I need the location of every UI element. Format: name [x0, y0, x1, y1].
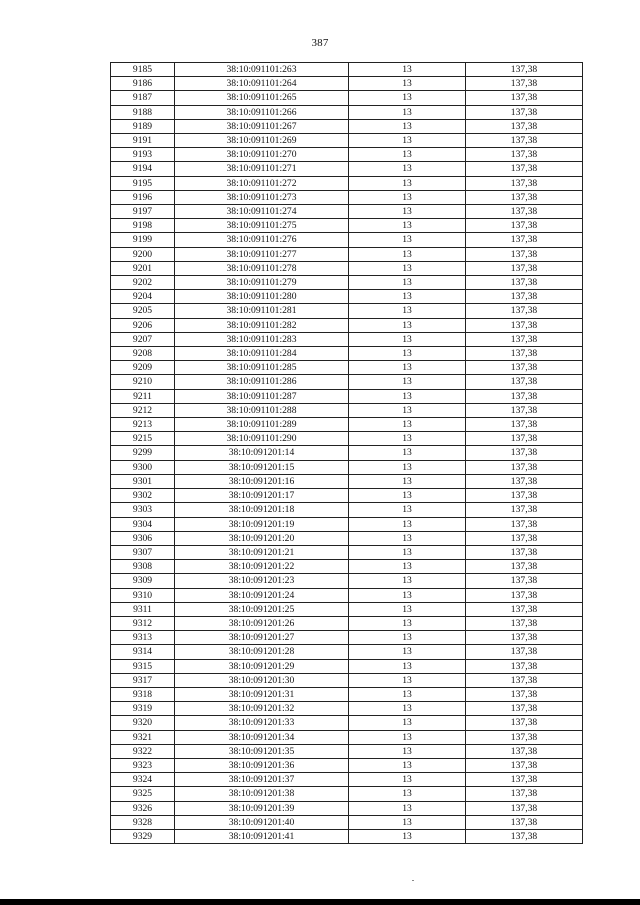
cadastral-number-cell: 38:10:091101:281: [175, 304, 349, 318]
table-row: [111, 134, 583, 148]
table-row: [111, 162, 583, 176]
cadastral-table: [110, 62, 583, 844]
cadastral-number-cell: 38:10:091201:21: [175, 545, 349, 559]
cadastral-number-cell: 38:10:091101:269: [175, 134, 349, 148]
quantity-cell: 13: [349, 247, 466, 261]
quantity-cell: 13: [349, 233, 466, 247]
value-cell: 137,38: [466, 801, 583, 815]
quantity-cell: 13: [349, 176, 466, 190]
cadastral-number-cell: 38:10:091201:36: [175, 758, 349, 772]
cadastral-number-cell: 38:10:091201:19: [175, 517, 349, 531]
value-cell: 137,38: [466, 787, 583, 801]
value-cell: 137,38: [466, 602, 583, 616]
table-row: [111, 702, 583, 716]
value-cell: 137,38: [466, 560, 583, 574]
value-cell: 137,38: [466, 517, 583, 531]
row-number-cell: 9215: [111, 432, 175, 446]
table-row: [111, 687, 583, 701]
value-cell: 137,38: [466, 261, 583, 275]
row-number-cell: 9185: [111, 63, 175, 77]
value-cell: 137,38: [466, 446, 583, 460]
table-row: [111, 304, 583, 318]
table-row: [111, 290, 583, 304]
cadastral-number-cell: 38:10:091201:34: [175, 730, 349, 744]
cadastral-number-cell: 38:10:091101:265: [175, 91, 349, 105]
quantity-cell: 13: [349, 744, 466, 758]
row-number-cell: 9301: [111, 474, 175, 488]
quantity-cell: 13: [349, 560, 466, 574]
row-number-cell: 9306: [111, 531, 175, 545]
row-number-cell: 9202: [111, 276, 175, 290]
cadastral-number-cell: 38:10:091101:290: [175, 432, 349, 446]
cadastral-number-cell: 38:10:091201:40: [175, 815, 349, 829]
row-number-cell: 9312: [111, 616, 175, 630]
quantity-cell: 13: [349, 829, 466, 843]
row-number-cell: 9187: [111, 91, 175, 105]
quantity-cell: 13: [349, 517, 466, 531]
row-number-cell: 9211: [111, 389, 175, 403]
table-row: [111, 801, 583, 815]
value-cell: 137,38: [466, 347, 583, 361]
quantity-cell: 13: [349, 361, 466, 375]
cadastral-number-cell: 38:10:091201:14: [175, 446, 349, 460]
cadastral-number-cell: 38:10:091101:275: [175, 219, 349, 233]
table-row: [111, 432, 583, 446]
table-row: [111, 148, 583, 162]
table-row: [111, 659, 583, 673]
table-row: [111, 205, 583, 219]
quantity-cell: 13: [349, 489, 466, 503]
row-number-cell: 9302: [111, 489, 175, 503]
table-row: [111, 773, 583, 787]
row-number-cell: 9193: [111, 148, 175, 162]
cadastral-number-cell: 38:10:091101:283: [175, 332, 349, 346]
value-cell: 137,38: [466, 148, 583, 162]
value-cell: 137,38: [466, 474, 583, 488]
row-number-cell: 9210: [111, 375, 175, 389]
cadastral-number-cell: 38:10:091101:273: [175, 190, 349, 204]
table-row: [111, 588, 583, 602]
table-row: [111, 602, 583, 616]
quantity-cell: 13: [349, 77, 466, 91]
value-cell: 137,38: [466, 489, 583, 503]
value-cell: 137,38: [466, 616, 583, 630]
row-number-cell: 9314: [111, 645, 175, 659]
cadastral-number-cell: 38:10:091101:278: [175, 261, 349, 275]
table-row: [111, 460, 583, 474]
quantity-cell: 13: [349, 63, 466, 77]
value-cell: 137,38: [466, 744, 583, 758]
cadastral-number-cell: 38:10:091101:271: [175, 162, 349, 176]
cadastral-number-cell: 38:10:091201:29: [175, 659, 349, 673]
table-row: [111, 91, 583, 105]
table-row: [111, 105, 583, 119]
value-cell: 137,38: [466, 105, 583, 119]
table-row: [111, 190, 583, 204]
table-row: [111, 787, 583, 801]
table-row: [111, 474, 583, 488]
row-number-cell: 9209: [111, 361, 175, 375]
row-number-cell: 9212: [111, 403, 175, 417]
cadastral-number-cell: 38:10:091101:280: [175, 290, 349, 304]
quantity-cell: 13: [349, 687, 466, 701]
value-cell: 137,38: [466, 588, 583, 602]
table-row: [111, 815, 583, 829]
quantity-cell: 13: [349, 261, 466, 275]
table-row: [111, 531, 583, 545]
row-number-cell: 9318: [111, 687, 175, 701]
quantity-cell: 13: [349, 702, 466, 716]
row-number-cell: 9189: [111, 119, 175, 133]
table-row: [111, 63, 583, 77]
cadastral-number-cell: 38:10:091201:24: [175, 588, 349, 602]
table-row: [111, 673, 583, 687]
cadastral-number-cell: 38:10:091101:276: [175, 233, 349, 247]
quantity-cell: 13: [349, 801, 466, 815]
value-cell: 137,38: [466, 829, 583, 843]
quantity-cell: 13: [349, 148, 466, 162]
row-number-cell: 9308: [111, 560, 175, 574]
quantity-cell: 13: [349, 545, 466, 559]
quantity-cell: 13: [349, 773, 466, 787]
value-cell: 137,38: [466, 63, 583, 77]
value-cell: 137,38: [466, 815, 583, 829]
row-number-cell: 9206: [111, 318, 175, 332]
value-cell: 137,38: [466, 432, 583, 446]
quantity-cell: 13: [349, 659, 466, 673]
quantity-cell: 13: [349, 758, 466, 772]
table-row: [111, 489, 583, 503]
row-number-cell: 9310: [111, 588, 175, 602]
quantity-cell: 13: [349, 276, 466, 290]
quantity-cell: 13: [349, 134, 466, 148]
value-cell: 137,38: [466, 91, 583, 105]
row-number-cell: 9195: [111, 176, 175, 190]
table-row: [111, 560, 583, 574]
quantity-cell: 13: [349, 318, 466, 332]
cadastral-number-cell: 38:10:091101:289: [175, 418, 349, 432]
row-number-cell: 9307: [111, 545, 175, 559]
value-cell: 137,38: [466, 545, 583, 559]
row-number-cell: 9326: [111, 801, 175, 815]
value-cell: 137,38: [466, 318, 583, 332]
cadastral-number-cell: 38:10:091201:25: [175, 602, 349, 616]
value-cell: 137,38: [466, 219, 583, 233]
cadastral-number-cell: 38:10:091201:27: [175, 631, 349, 645]
row-number-cell: 9204: [111, 290, 175, 304]
table-row: [111, 375, 583, 389]
cadastral-number-cell: 38:10:091201:15: [175, 460, 349, 474]
value-cell: 137,38: [466, 77, 583, 91]
table-row: [111, 119, 583, 133]
table-row: [111, 318, 583, 332]
cadastral-number-cell: 38:10:091201:39: [175, 801, 349, 815]
row-number-cell: 9208: [111, 347, 175, 361]
value-cell: 137,38: [466, 503, 583, 517]
quantity-cell: 13: [349, 645, 466, 659]
table-row: [111, 233, 583, 247]
cadastral-number-cell: 38:10:091201:37: [175, 773, 349, 787]
row-number-cell: 9309: [111, 574, 175, 588]
table-row: [111, 219, 583, 233]
cadastral-number-cell: 38:10:091101:270: [175, 148, 349, 162]
row-number-cell: 9311: [111, 602, 175, 616]
table-row: [111, 247, 583, 261]
quantity-cell: 13: [349, 787, 466, 801]
value-cell: 137,38: [466, 190, 583, 204]
row-number-cell: 9300: [111, 460, 175, 474]
row-number-cell: 9313: [111, 631, 175, 645]
table-row: [111, 347, 583, 361]
row-number-cell: 9299: [111, 446, 175, 460]
row-number-cell: 9191: [111, 134, 175, 148]
value-cell: 137,38: [466, 716, 583, 730]
value-cell: 137,38: [466, 162, 583, 176]
cadastral-number-cell: 38:10:091201:26: [175, 616, 349, 630]
cadastral-number-cell: 38:10:091101:285: [175, 361, 349, 375]
table-row: [111, 176, 583, 190]
table-row: [111, 517, 583, 531]
quantity-cell: 13: [349, 716, 466, 730]
quantity-cell: 13: [349, 446, 466, 460]
table-row: [111, 389, 583, 403]
quantity-cell: 13: [349, 815, 466, 829]
row-number-cell: 9322: [111, 744, 175, 758]
row-number-cell: 9197: [111, 205, 175, 219]
row-number-cell: 9198: [111, 219, 175, 233]
row-number-cell: 9207: [111, 332, 175, 346]
scan-bottom-edge: [0, 899, 640, 905]
table-row: [111, 616, 583, 630]
quantity-cell: 13: [349, 162, 466, 176]
row-number-cell: 9324: [111, 773, 175, 787]
value-cell: 137,38: [466, 290, 583, 304]
cadastral-number-cell: 38:10:091101:277: [175, 247, 349, 261]
value-cell: 137,38: [466, 758, 583, 772]
cadastral-number-cell: 38:10:091201:23: [175, 574, 349, 588]
cadastral-number-cell: 38:10:091101:279: [175, 276, 349, 290]
row-number-cell: 9199: [111, 233, 175, 247]
table-row: [111, 332, 583, 346]
cadastral-number-cell: 38:10:091201:30: [175, 673, 349, 687]
value-cell: 137,38: [466, 332, 583, 346]
cadastral-number-cell: 38:10:091101:274: [175, 205, 349, 219]
row-number-cell: 9304: [111, 517, 175, 531]
quantity-cell: 13: [349, 290, 466, 304]
quantity-cell: 13: [349, 119, 466, 133]
table-body: [111, 63, 583, 844]
quantity-cell: 13: [349, 332, 466, 346]
value-cell: 137,38: [466, 205, 583, 219]
cadastral-number-cell: 38:10:091101:264: [175, 77, 349, 91]
quantity-cell: 13: [349, 375, 466, 389]
quantity-cell: 13: [349, 219, 466, 233]
quantity-cell: 13: [349, 730, 466, 744]
row-number-cell: 9188: [111, 105, 175, 119]
value-cell: 137,38: [466, 361, 583, 375]
quantity-cell: 13: [349, 474, 466, 488]
cadastral-number-cell: 38:10:091101:286: [175, 375, 349, 389]
row-number-cell: 9319: [111, 702, 175, 716]
cadastral-number-cell: 38:10:091201:18: [175, 503, 349, 517]
row-number-cell: 9201: [111, 261, 175, 275]
table-row: [111, 361, 583, 375]
table-row: [111, 403, 583, 417]
row-number-cell: 9205: [111, 304, 175, 318]
quantity-cell: 13: [349, 673, 466, 687]
cadastral-number-cell: 38:10:091101:267: [175, 119, 349, 133]
value-cell: 137,38: [466, 418, 583, 432]
cadastral-number-cell: 38:10:091101:266: [175, 105, 349, 119]
cadastral-number-cell: 38:10:091201:17: [175, 489, 349, 503]
value-cell: 137,38: [466, 673, 583, 687]
table-row: [111, 758, 583, 772]
value-cell: 137,38: [466, 531, 583, 545]
row-number-cell: 9200: [111, 247, 175, 261]
value-cell: 137,38: [466, 773, 583, 787]
quantity-cell: 13: [349, 631, 466, 645]
quantity-cell: 13: [349, 616, 466, 630]
value-cell: 137,38: [466, 134, 583, 148]
quantity-cell: 13: [349, 602, 466, 616]
table-row: [111, 716, 583, 730]
quantity-cell: 13: [349, 503, 466, 517]
quantity-cell: 13: [349, 205, 466, 219]
row-number-cell: 9303: [111, 503, 175, 517]
quantity-cell: 13: [349, 460, 466, 474]
value-cell: 137,38: [466, 375, 583, 389]
quantity-cell: 13: [349, 418, 466, 432]
scan-speck: [412, 880, 414, 881]
row-number-cell: 9317: [111, 673, 175, 687]
value-cell: 137,38: [466, 119, 583, 133]
quantity-cell: 13: [349, 105, 466, 119]
quantity-cell: 13: [349, 304, 466, 318]
table-row: [111, 503, 583, 517]
cadastral-number-cell: 38:10:091201:38: [175, 787, 349, 801]
row-number-cell: 9194: [111, 162, 175, 176]
row-number-cell: 9213: [111, 418, 175, 432]
cadastral-number-cell: 38:10:091201:28: [175, 645, 349, 659]
cadastral-number-cell: 38:10:091201:41: [175, 829, 349, 843]
row-number-cell: 9329: [111, 829, 175, 843]
value-cell: 137,38: [466, 403, 583, 417]
table-row: [111, 276, 583, 290]
quantity-cell: 13: [349, 574, 466, 588]
quantity-cell: 13: [349, 91, 466, 105]
value-cell: 137,38: [466, 631, 583, 645]
row-number-cell: 9320: [111, 716, 175, 730]
quantity-cell: 13: [349, 347, 466, 361]
table-row: [111, 574, 583, 588]
table-row: [111, 77, 583, 91]
cadastral-number-cell: 38:10:091201:31: [175, 687, 349, 701]
value-cell: 137,38: [466, 574, 583, 588]
row-number-cell: 9323: [111, 758, 175, 772]
value-cell: 137,38: [466, 702, 583, 716]
quantity-cell: 13: [349, 432, 466, 446]
value-cell: 137,38: [466, 389, 583, 403]
quantity-cell: 13: [349, 531, 466, 545]
cadastral-number-cell: 38:10:091101:288: [175, 403, 349, 417]
row-number-cell: 9315: [111, 659, 175, 673]
table-row: [111, 744, 583, 758]
value-cell: 137,38: [466, 247, 583, 261]
value-cell: 137,38: [466, 276, 583, 290]
value-cell: 137,38: [466, 176, 583, 190]
table-row: [111, 446, 583, 460]
table-row: [111, 645, 583, 659]
quantity-cell: 13: [349, 389, 466, 403]
table-row: [111, 730, 583, 744]
quantity-cell: 13: [349, 403, 466, 417]
cadastral-number-cell: 38:10:091201:22: [175, 560, 349, 574]
value-cell: 137,38: [466, 687, 583, 701]
value-cell: 137,38: [466, 659, 583, 673]
cadastral-number-cell: 38:10:091101:282: [175, 318, 349, 332]
row-number-cell: 9328: [111, 815, 175, 829]
row-number-cell: 9325: [111, 787, 175, 801]
cadastral-number-cell: 38:10:091101:287: [175, 389, 349, 403]
table-row: [111, 261, 583, 275]
cadastral-number-cell: 38:10:091201:33: [175, 716, 349, 730]
cadastral-number-cell: 38:10:091201:35: [175, 744, 349, 758]
cadastral-number-cell: 38:10:091101:272: [175, 176, 349, 190]
cadastral-number-cell: 38:10:091101:284: [175, 347, 349, 361]
table-row: [111, 418, 583, 432]
cadastral-number-cell: 38:10:091201:20: [175, 531, 349, 545]
table-row: [111, 545, 583, 559]
page-number: 387: [311, 37, 329, 49]
value-cell: 137,38: [466, 233, 583, 247]
row-number-cell: 9196: [111, 190, 175, 204]
row-number-cell: 9321: [111, 730, 175, 744]
value-cell: 137,38: [466, 730, 583, 744]
cadastral-number-cell: 38:10:091201:32: [175, 702, 349, 716]
quantity-cell: 13: [349, 190, 466, 204]
table-row: [111, 829, 583, 843]
row-number-cell: 9186: [111, 77, 175, 91]
value-cell: 137,38: [466, 460, 583, 474]
cadastral-number-cell: 38:10:091101:263: [175, 63, 349, 77]
table-row: [111, 631, 583, 645]
value-cell: 137,38: [466, 304, 583, 318]
quantity-cell: 13: [349, 588, 466, 602]
cadastral-number-cell: 38:10:091201:16: [175, 474, 349, 488]
value-cell: 137,38: [466, 645, 583, 659]
